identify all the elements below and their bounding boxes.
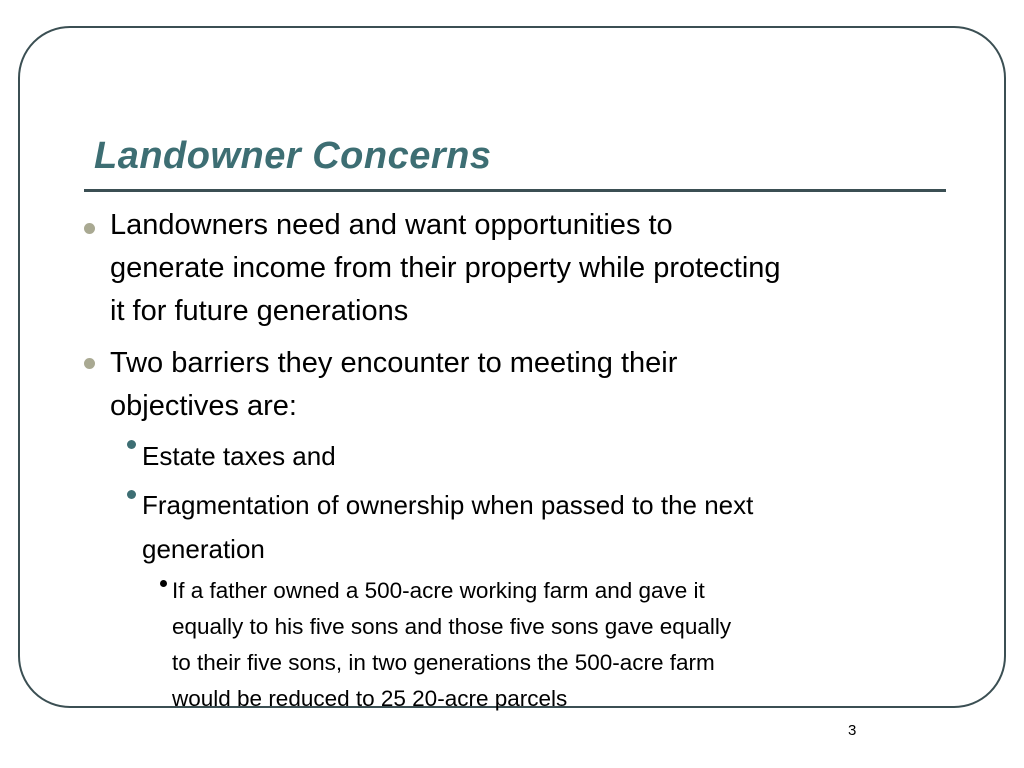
sub-bullet-fragmentation (142, 483, 753, 571)
sub-sub-bullet-example (172, 573, 731, 717)
sub-bullet-dot-icon (127, 490, 136, 499)
bullet-line: Landowners need and want opportunities to (110, 209, 673, 241)
bullet-line: it for future generations (110, 295, 409, 327)
sub-sub-bullet-line: to their five sons, in two generations the 500-acre farm (172, 650, 715, 675)
bullet-item-barriers (110, 342, 677, 428)
bullet-item-income (110, 204, 781, 333)
page-number: 3 (848, 722, 857, 739)
sub-bullet-estate-taxes (142, 434, 336, 478)
sub-bullet-line: Estate taxes and (142, 441, 336, 471)
sub-bullet-line: generation (142, 534, 265, 564)
sub-bullet-dot-icon (127, 440, 136, 449)
title-divider (84, 189, 946, 192)
sub-bullet-line: Fragmentation of ownership when passed to the next (142, 490, 754, 520)
bullet-dot-icon (84, 358, 95, 369)
sub-sub-bullet-dot-icon (160, 580, 167, 587)
sub-sub-bullet-line: If a father owned a 500-acre working farm and gave it (172, 578, 705, 603)
bullet-line: Two barriers they encounter to meeting their (110, 347, 678, 379)
slide-title: Landowner Concerns (94, 135, 492, 177)
sub-sub-bullet-line: equally to his five sons and those five sons gave equally (172, 614, 732, 639)
bullet-line: generate income from their property while protecting (110, 252, 781, 284)
bullet-dot-icon (84, 223, 95, 234)
bullet-line: objectives are: (110, 390, 297, 422)
sub-sub-bullet-line: would be reduced to 25 20-acre parcels (172, 686, 568, 711)
